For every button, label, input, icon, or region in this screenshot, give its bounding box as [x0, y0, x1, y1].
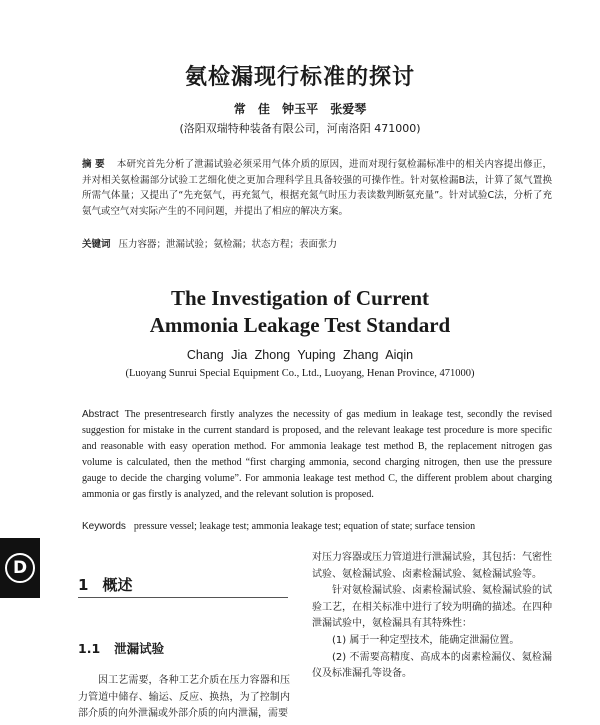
keywords-label-cn: 关键词	[82, 239, 111, 250]
paragraph: 针对氨检漏试验、卤素检漏试验、氦检漏试验的试验工艺，在相关标准中进行了较为明确的描述。在四种泄漏试验中，氨检漏具有其特殊性：	[312, 585, 552, 630]
keywords-en	[82, 521, 552, 532]
body-text-right	[312, 550, 552, 683]
abstract-label-en: Abstract	[82, 409, 119, 420]
section-tab	[0, 538, 40, 598]
list-item: (2) 不需要高精度、高成本的卤素检漏仪、氦检漏仪及标准漏孔等设备。	[312, 651, 552, 680]
affiliation-cn: (洛阳双瑞特种装备有限公司，河南洛阳 471000)	[179, 122, 421, 135]
subsection-title: 泄漏试验	[114, 641, 165, 656]
paragraph: 对压力容器或压力管道进行泄漏试验，其包括：气密性试验、氨检漏试验、卤素检漏试验、氦检漏试验等。	[312, 552, 552, 580]
subsection-heading-1-1	[78, 639, 164, 657]
paper-title-en	[0, 285, 600, 339]
keywords-text-cn: 压力容器；泄漏试验；氨检漏；状态方程；表面张力	[118, 239, 338, 250]
section-divider	[78, 597, 288, 598]
body-text-left: 因工艺需要，各种工艺介质在压力容器和压力管道中储存、输运、反应、换热，为了控制内部介质的向外泄漏或外部介质的向内泄漏，需要	[78, 675, 290, 719]
abstract-text-en: The presentresearch firstly analyzes the necessity of gas medium in leakage test, secondly the revised suggestion for mistake in the current standard is proposed, and the relevant leakage test procedure is more specific and reasonable with easy operation method. For ammonia leakage test method B, the replacement nitrogen gas volume is calculated, then the method “first charging ammonia, second charging nitrogen, then use the pressure gauge to decide the charging volume”. For ammonia leakage test method C, the different problem about charging ammonia or gas firstly is analyzed, and the relevant solution is proposed.	[82, 409, 552, 500]
subsection-number: 1.1	[78, 641, 101, 656]
affiliation-en: (Luoyang Sunrui Special Equipment Co., Ltd., Luoyang, Henan Province, 471000)	[125, 368, 475, 379]
section-heading-1	[78, 574, 132, 595]
section-tab-letter: D	[5, 553, 35, 583]
title-line-1: The Investigation of Current	[170, 286, 430, 310]
abstract-cn	[82, 157, 552, 219]
title-line-2: Ammonia Leakage Test Standard	[149, 313, 451, 337]
keywords-text-en: pressure vessel; leakage test; ammonia leakage test; equation of state; surface tension	[133, 521, 476, 532]
section-title: 概述	[102, 576, 133, 594]
abstract-text-cn: 本研究首先分析了泄漏试验必须采用气体介质的原因，进而对现行氨检漏标准中的相关内容提出修正，并对相关氨检漏部分试验工艺细化使之更加合理科学且具备较强的可操作性。针对氨检漏B法，计算了氮气置换所需气体量；又提出了“先充氨气，再充氮气，根据充氮气时压力表读数判断氨充量”。针对试验C法，分析了充氨气或空气对实际产生的不同问题，并提出了相应的解决方案。	[82, 159, 552, 217]
abstract-label-cn: 摘 要	[82, 159, 105, 170]
keywords-cn	[82, 236, 552, 250]
paper-title-cn: 氨检漏现行标准的探讨	[184, 65, 415, 90]
section-number: 1	[78, 576, 89, 594]
list-item: (1) 属于一种定型技术，能确定泄漏位置。	[332, 634, 520, 646]
authors-en: Chang Jia Zhong Yuping Zhang Aiqin	[186, 348, 414, 362]
keywords-label-en: Keywords	[82, 521, 126, 532]
authors-cn: 常 佳 钟玉平 张爱琴	[233, 102, 367, 116]
abstract-en	[82, 407, 552, 502]
